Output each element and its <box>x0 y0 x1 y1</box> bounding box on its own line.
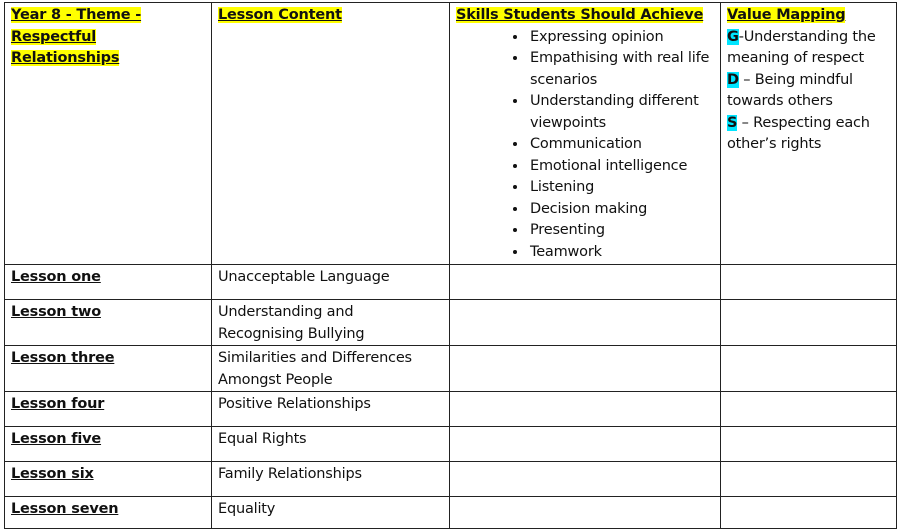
empty-cell <box>450 346 721 392</box>
value-letter-s: S <box>727 114 738 131</box>
empty-cell <box>721 392 897 427</box>
lesson-content: Positive Relationships <box>218 396 371 412</box>
value-mapping-item <box>727 27 890 70</box>
empty-cell <box>721 346 897 392</box>
lesson-content: Equal Rights <box>218 431 307 447</box>
empty-cell <box>450 497 721 529</box>
lesson-row <box>5 300 897 346</box>
empty-cell <box>450 427 721 462</box>
value-letter-g: G <box>727 28 739 45</box>
lesson-row <box>5 462 897 497</box>
skill-item: • Presenting <box>528 220 714 242</box>
lesson-content: Understanding and Recognising Bullying <box>218 304 365 342</box>
empty-cell <box>450 265 721 300</box>
empty-cell <box>450 392 721 427</box>
skill-item: • Expressing opinion <box>528 27 714 49</box>
skills-list <box>456 27 714 264</box>
lesson-content: Family Relationships <box>218 466 362 482</box>
skill-item: • Communication <box>528 134 714 156</box>
lesson-content: Equality <box>218 501 276 517</box>
lesson-row <box>5 497 897 529</box>
skill-item: • Emotional intelligence <box>528 156 714 178</box>
theme-header: Year 8 - Theme - Respectful Relationships <box>11 7 142 66</box>
value-text: – Respecting each other’s rights <box>727 114 870 152</box>
lesson-label: Lesson three <box>11 350 115 366</box>
lesson-row <box>5 346 897 392</box>
lesson-label: Lesson six <box>11 466 94 482</box>
lesson-content: Similarities and Differences Amongst People <box>218 350 412 388</box>
empty-cell <box>721 300 897 346</box>
empty-cell <box>450 462 721 497</box>
skill-item: • Understanding different viewpoints <box>528 91 714 134</box>
skill-item: • Listening <box>528 177 714 199</box>
theme-header-cell <box>5 3 212 265</box>
empty-cell <box>721 265 897 300</box>
value-text: -Understanding the meaning of respect <box>727 28 876 66</box>
value-letter-d: D <box>727 71 739 88</box>
value-mapping-item <box>727 70 890 113</box>
empty-cell <box>721 497 897 529</box>
lesson-label: Lesson seven <box>11 501 119 517</box>
lesson-label: Lesson two <box>11 304 101 320</box>
empty-cell <box>450 300 721 346</box>
value-text: – Being mindful towards others <box>727 71 853 109</box>
header-row <box>5 3 897 265</box>
content-header-cell <box>212 3 450 265</box>
lesson-row <box>5 392 897 427</box>
lesson-row <box>5 265 897 300</box>
lesson-label: Lesson four <box>11 396 105 412</box>
value-mapping-cell <box>721 3 897 265</box>
skills-header: Skills Students Should Achieve <box>456 7 704 23</box>
skills-header-cell <box>450 3 721 265</box>
empty-cell <box>721 427 897 462</box>
lesson-content-header: Lesson Content <box>218 7 342 23</box>
skill-item: • Empathising with real life scenarios <box>528 48 714 91</box>
value-mapping-header: Value Mapping <box>727 7 846 23</box>
value-mapping-item <box>727 113 890 156</box>
lesson-row <box>5 427 897 462</box>
lesson-label: Lesson five <box>11 431 102 447</box>
lesson-content: Unacceptable Language <box>218 269 390 285</box>
lesson-plan-document <box>4 2 897 529</box>
lesson-plan-table <box>4 2 897 529</box>
skill-item: • Teamwork <box>528 242 714 264</box>
skill-item: • Decision making <box>528 199 714 221</box>
lesson-label: Lesson one <box>11 269 101 285</box>
empty-cell <box>721 462 897 497</box>
